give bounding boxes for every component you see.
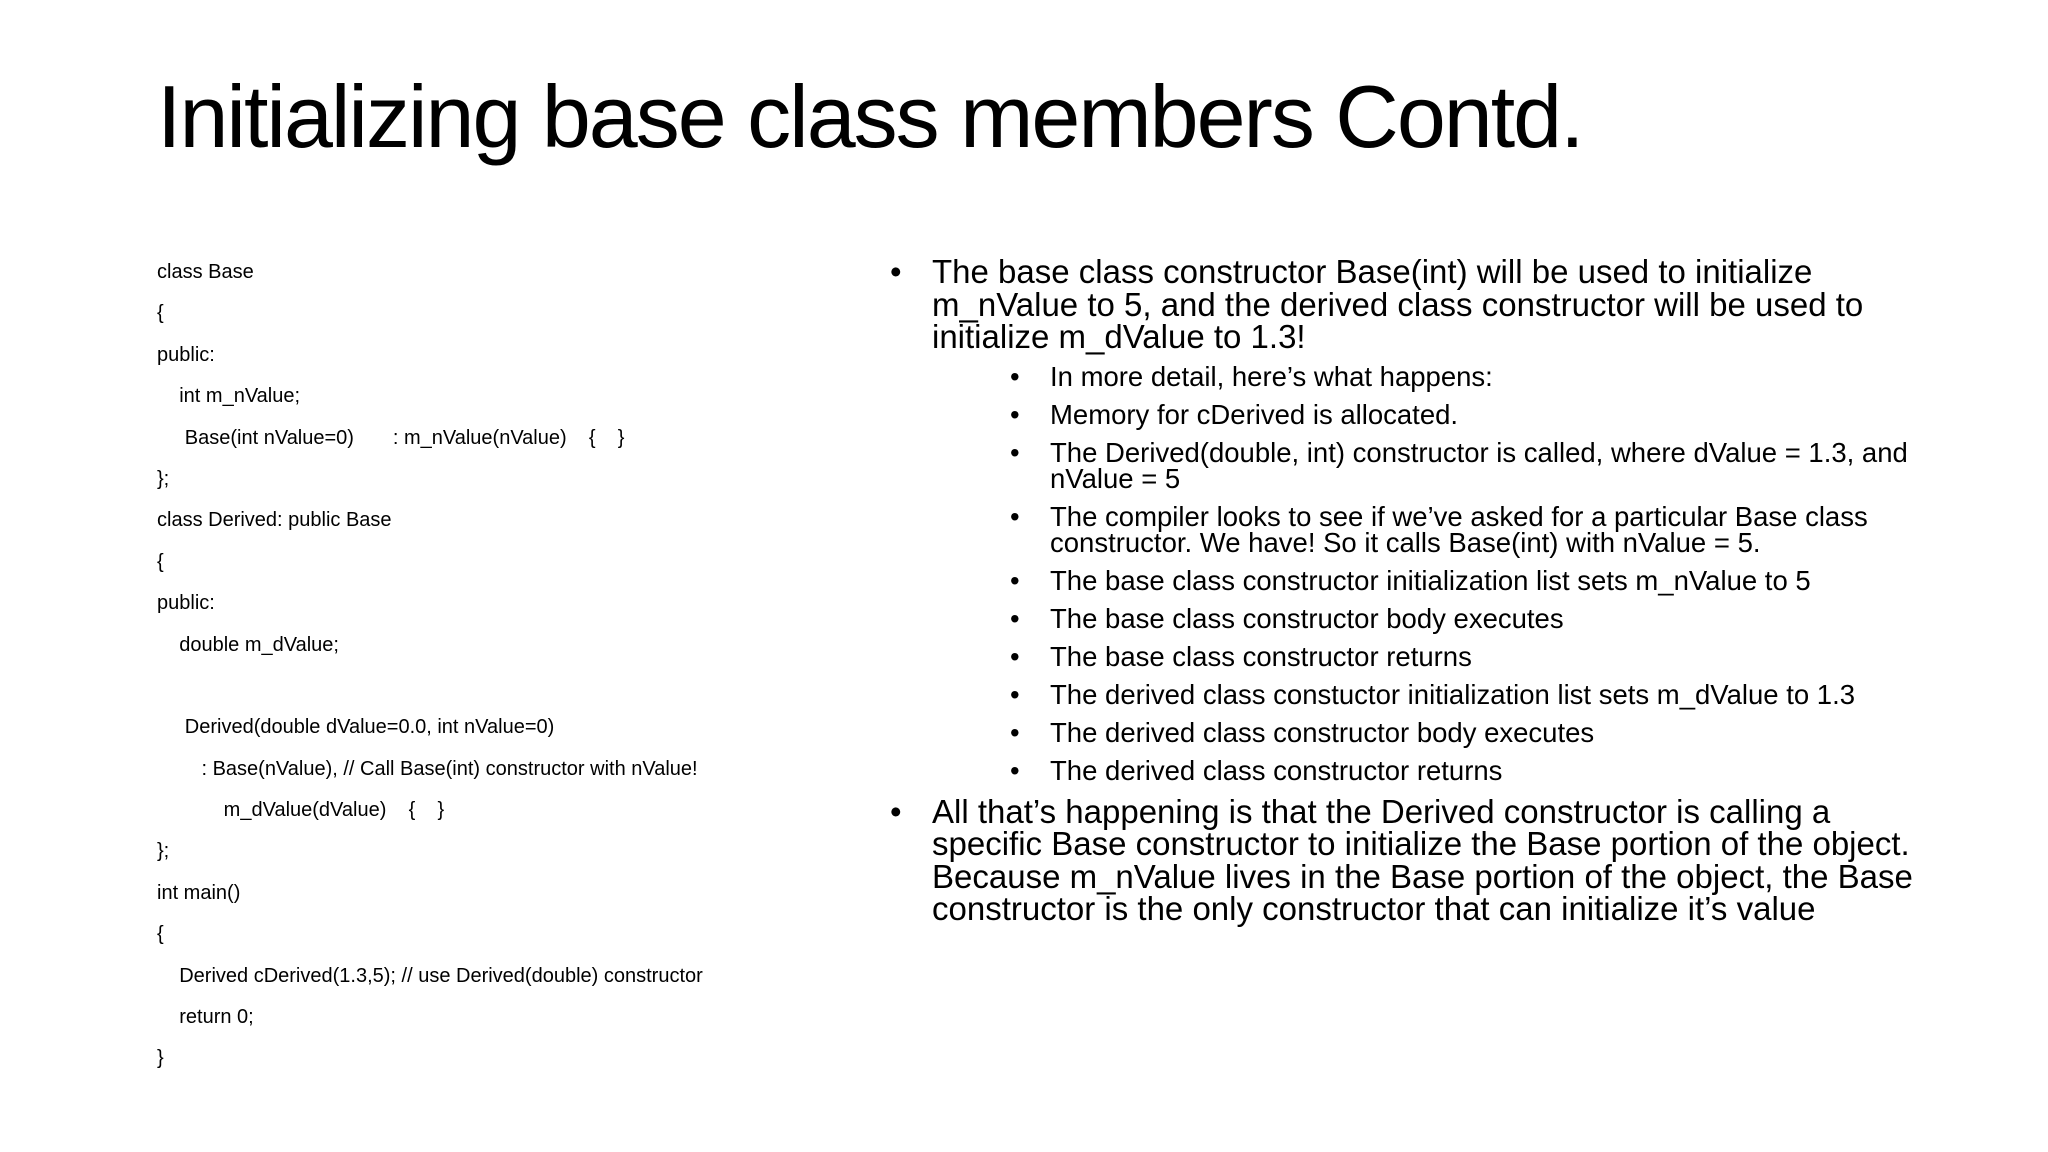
sub-bullet-text: The Derived(double, int) constructor is called, where dValue = 1.3, and nValue = 5	[1050, 436, 1908, 494]
bullet-icon: •	[1010, 500, 1020, 532]
sub-bullet	[932, 640, 1920, 672]
bullet-main-1	[890, 253, 1920, 786]
code-line: int main()	[157, 881, 241, 904]
code-line: int m_nValue;	[157, 385, 301, 408]
code-line: return 0;	[157, 1006, 254, 1029]
sub-bullet-text: The base class constructor returns	[1050, 640, 1472, 672]
bullet-icon: •	[1010, 716, 1020, 748]
code-line: : Base(nValue), // Call Base(int) constructor with nValue!	[157, 757, 698, 780]
bullet-list	[890, 253, 1920, 927]
code-line: };	[157, 840, 170, 863]
sub-bullet	[932, 500, 1920, 558]
bullet-icon: •	[1010, 436, 1020, 468]
sub-bullet-text: The derived class constuctor initialization list sets m_dValue to 1.3	[1050, 678, 1856, 710]
code-line: Derived cDerived(1.3,5); // use Derived(double) constructor	[157, 964, 703, 987]
sub-bullet	[932, 716, 1920, 748]
sub-bullet-text: The derived class constructor body executes	[1050, 716, 1595, 748]
sub-bullet	[932, 602, 1920, 634]
code-line: }	[157, 1047, 164, 1070]
sub-bullet-text: The base class constructor initialization list sets m_nValue to 5	[1050, 564, 1811, 596]
sub-bullet	[932, 678, 1920, 710]
slide-title: Initializing base class members Contd.	[157, 67, 1583, 166]
bullet-icon: •	[890, 253, 902, 290]
bullet-icon: •	[1010, 360, 1020, 392]
code-line: Derived(double dValue=0.0, int nValue=0)	[157, 716, 555, 739]
sub-bullet	[932, 564, 1920, 596]
bullet-icon: •	[1010, 678, 1020, 710]
sub-bullet	[932, 436, 1920, 494]
sub-bullet	[932, 754, 1920, 786]
code-line: class Base	[157, 261, 254, 283]
sub-bullet-text: The derived class constructor returns	[1050, 754, 1503, 786]
code-line: m_dValue(dValue) { }	[157, 799, 445, 822]
bullet-main-2	[890, 792, 1920, 927]
sub-bullet-list	[932, 360, 1920, 786]
code-line: {	[157, 923, 164, 946]
code-line: };	[157, 467, 170, 490]
sub-bullet-text: In more detail, here’s what happens:	[1050, 360, 1493, 392]
bullet-icon: •	[1010, 602, 1020, 634]
bullet-icon: •	[1010, 640, 1020, 672]
sub-bullet	[932, 398, 1920, 430]
sub-bullet	[932, 360, 1920, 392]
code-line: class Derived: public Base	[157, 509, 392, 532]
sub-bullet-text: Memory for cDerived is allocated.	[1050, 398, 1459, 430]
code-listing	[157, 252, 877, 1080]
code-line: {	[157, 302, 164, 325]
code-line: public:	[157, 592, 215, 615]
bullet-icon: •	[1010, 398, 1020, 430]
code-line: double m_dValue;	[157, 633, 339, 656]
code-line	[157, 666, 877, 707]
bullet-icon: •	[1010, 754, 1020, 786]
bullet-icon: •	[1010, 564, 1020, 596]
bullet-text: The base class constructor Base(int) will be used to initialize m_nValue to 5, and the derived class constructor will be used to initialize m_dValue to 1.3!	[932, 253, 1864, 355]
bullet-text: All that’s happening is that the Derived constructor is calling a specific Base constructor to initialize the Base portion of the object. Because m_nValue lives in the Base portion of the object, the Base constructor is the only constructor that can initialize it’s value	[932, 792, 1913, 927]
bullet-icon: •	[890, 792, 902, 830]
code-line: Base(int nValue=0) : m_nValue(nValue) { }	[157, 426, 625, 449]
code-line: public:	[157, 343, 215, 366]
code-line: {	[157, 550, 164, 573]
sub-bullet-text: The base class constructor body executes	[1050, 602, 1564, 634]
sub-bullet-text: The compiler looks to see if we’ve asked for a particular Base class constructor. We have! So it calls Base(int) with nValue = 5.	[1050, 500, 1868, 558]
